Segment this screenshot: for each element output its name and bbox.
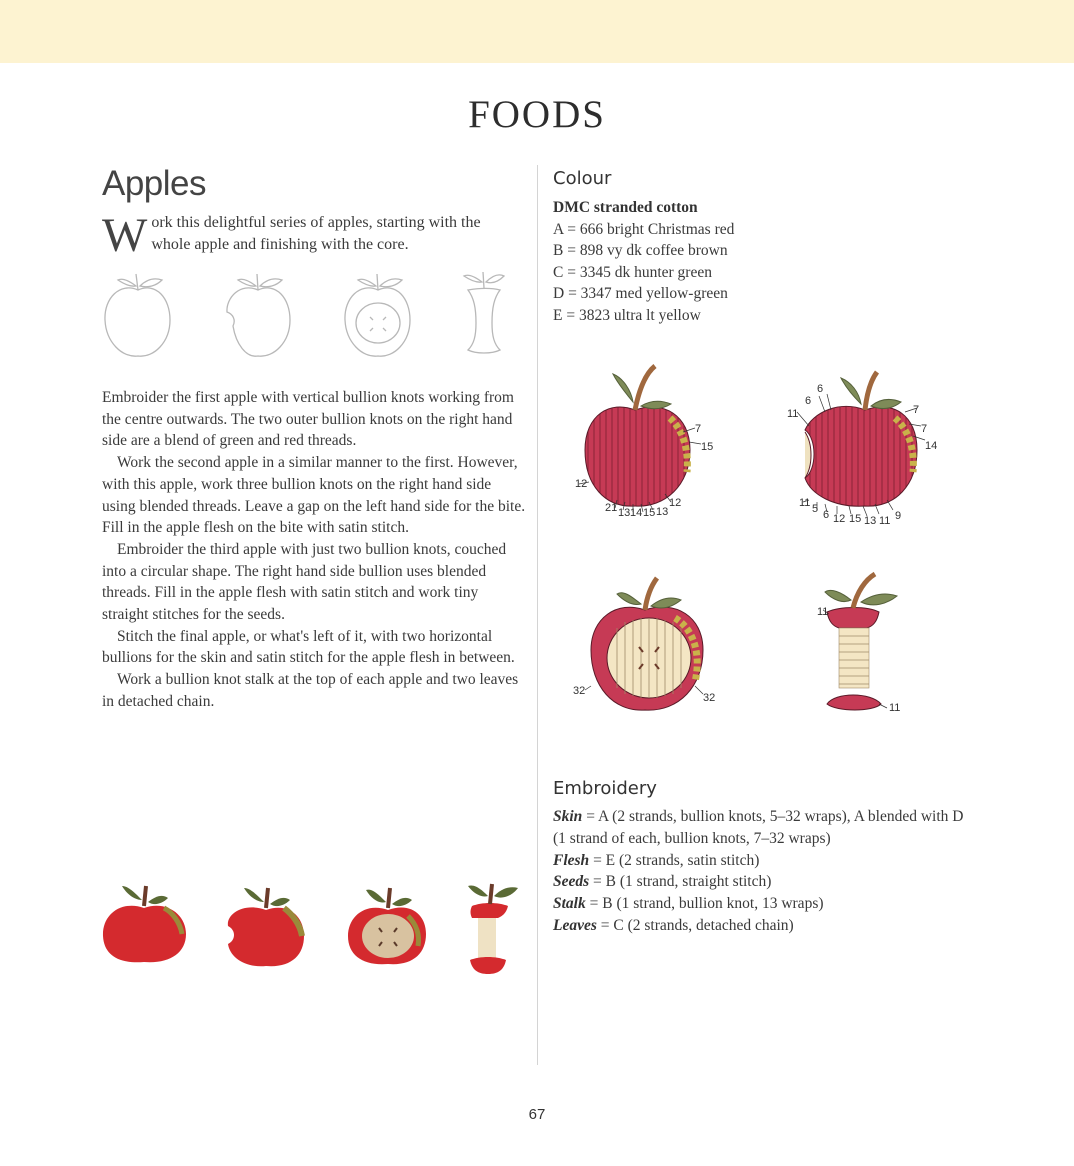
diagram-label: 11 [817, 606, 829, 618]
embroidery-item [553, 893, 968, 915]
diagram-label: 7 [913, 404, 920, 416]
diagram-label: 21 [605, 502, 618, 514]
photo-bitten-apple [228, 888, 304, 966]
embroidery-detail: = E (2 strands, satin stitch) [589, 851, 760, 869]
outline-whole-apple [105, 274, 170, 356]
thread-item: A = 666 bright Christmas red [553, 220, 735, 238]
photo-half-apple [348, 888, 426, 964]
diagram-label: 11 [787, 408, 799, 420]
instruction-paragraph: Work a bullion knot stalk at the top of each apple and two leaves in detached chain. [102, 671, 519, 710]
instruction-paragraph: Work the second apple in a similar manner to the first. However, with this apple, work three bullion knots on the right hand side using blended threads. Leave a gap on the left hand side for the bite. Fill in the apple flesh on the bite with satin stitch. [102, 454, 526, 537]
diagram-label: 13 [656, 506, 669, 518]
diagram-whole-apple [575, 366, 713, 519]
diagram-apple-core [817, 574, 900, 714]
diagram-bitten-apple [787, 372, 937, 527]
diagram-label: 32 [573, 685, 586, 697]
embroidered-apples-photo [98, 878, 528, 983]
diagram-label: 12 [833, 513, 846, 525]
diagram-label: 6 [805, 395, 812, 407]
embroidery-term: Leaves [553, 916, 597, 934]
embroidery-item [553, 806, 968, 850]
embroidery-term: Flesh [553, 851, 590, 869]
drop-cap: W [102, 209, 148, 262]
thread-item: D = 3347 med yellow-green [553, 285, 728, 303]
embroidery-detail: = C (2 strands, detached chain) [596, 916, 794, 934]
diagram-label: 13 [864, 515, 877, 527]
intro-paragraph [102, 209, 522, 262]
project-title: Apples [102, 164, 207, 203]
diagram-label: 32 [703, 692, 716, 704]
column-divider [537, 165, 538, 1065]
embroidery-item [553, 850, 968, 872]
apple-outline-sketches [100, 268, 520, 363]
thread-list [553, 197, 1033, 327]
section-title: FOODS [468, 93, 606, 136]
instruction-paragraph: Embroider the third apple with just two bullion knots, couched into a circular shape. The right hand side bullion uses blended threads. Fill in the apple flesh with satin stitch and work tiny straight stitches for the seeds. [102, 540, 507, 624]
outline-half-apple [345, 274, 410, 356]
instructions [102, 387, 526, 713]
diagram-label: 7 [695, 423, 702, 435]
photo-whole-apple [103, 886, 186, 962]
diagram-label: 6 [823, 509, 830, 521]
embroidery-list [553, 806, 968, 937]
diagram-half-apple [573, 578, 715, 710]
diagram-label: 5 [812, 503, 819, 515]
diagram-label: 15 [643, 507, 656, 519]
thread-item: C = 3345 dk hunter green [553, 263, 712, 281]
embroidery-term: Skin [553, 808, 583, 825]
embroidery-term: Stalk [553, 895, 586, 913]
page-number: 67 [528, 1106, 546, 1123]
diagram-label: 12 [669, 497, 682, 509]
stitch-diagrams [555, 360, 975, 730]
embroidery-detail: = A (2 strands, bullion knots, 5–32 wraps), A blended with D (1 strand of each, bullion knots, 7–32 wraps) [553, 808, 964, 847]
diagram-label: 7 [921, 423, 928, 435]
outline-apple-core [464, 272, 504, 353]
diagram-label: 6 [817, 383, 824, 395]
diagram-label: 15 [849, 513, 862, 525]
diagram-label: 14 [630, 507, 643, 519]
embroidery-detail: = B (1 strand, straight stitch) [589, 873, 772, 891]
instruction-paragraph: Embroider the first apple with vertical bullion knots working from the centre outwards. The two outer bullion knots on the right hand side are a blend of green and red threads. [102, 389, 514, 450]
embroidery-item [553, 871, 968, 893]
outline-bitten-apple [227, 274, 290, 356]
thread-item: E = 3823 ultra lt yellow [553, 306, 701, 324]
intro-text: ork this delightful series of apples, starting with the whole apple and finishing with the core. [151, 214, 481, 253]
diagram-label: 13 [618, 507, 631, 519]
embroidery-heading: Embroidery [553, 778, 657, 799]
embroidery-term: Seeds [553, 873, 590, 891]
thread-list-heading: DMC stranded cotton [553, 199, 698, 216]
top-color-band [0, 0, 1074, 63]
diagram-label: 11 [799, 497, 811, 509]
photo-apple-core [468, 884, 518, 974]
embroidery-detail: = B (1 strand, bullion knot, 13 wraps) [585, 895, 824, 913]
instruction-paragraph: Stitch the final apple, or what's left of it, with two horizontal bullions for the skin and satin stitch for the apple flesh in between. [102, 627, 515, 667]
diagram-label: 11 [889, 702, 901, 714]
diagram-label: 15 [701, 441, 714, 453]
diagram-label: 14 [925, 440, 938, 452]
diagram-label: 11 [879, 515, 891, 527]
thread-item: B = 898 vy dk coffee brown [553, 242, 728, 260]
embroidery-item [553, 915, 968, 937]
diagram-label: 9 [895, 510, 902, 522]
diagram-label: 12 [575, 478, 588, 490]
colour-heading: Colour [553, 168, 612, 189]
